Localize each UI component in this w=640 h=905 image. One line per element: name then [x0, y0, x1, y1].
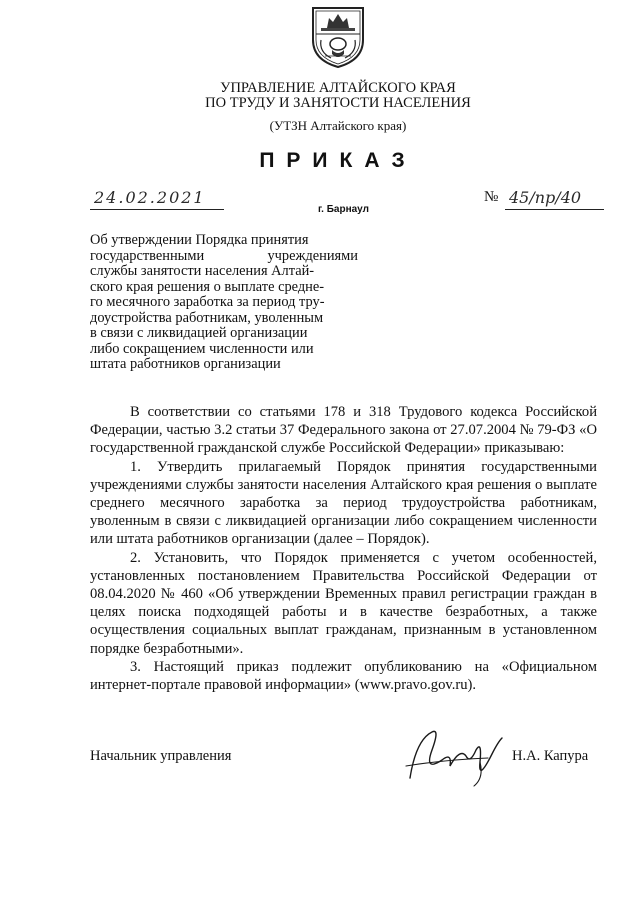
subject-line: службы занятости населения Алтай- [90, 263, 315, 279]
signer-position: Начальник управления [90, 748, 232, 764]
document-number: 45/пр/40 [505, 187, 604, 210]
document-city: г. Барнаул [318, 204, 369, 215]
signer-name: Н.А. Капура [512, 748, 589, 764]
order-subject [90, 233, 358, 373]
order-body [90, 403, 597, 694]
body-item-1: 1. Утвердить прилагаемый Порядок принятия государственными учреждениями службы занятости населения Алтайского края решения о выплате среднего месячного заработка за период трудоустройства работникам, уволенным в связи с ликвидацией организации либо сокращением численности или штата работников организации (далее – Порядок). [90, 458, 597, 548]
subject-line: Об утверждении Порядка принятия [90, 232, 309, 248]
subject-line: либо сокращением численности или [90, 340, 314, 357]
subject-line: доустройства работникам, уволенным [90, 309, 324, 326]
org-short-name: (УТЗН Алтайского края) [269, 118, 407, 133]
subject-line: государственными учреждениями [90, 247, 358, 264]
handwritten-signature [402, 720, 512, 790]
subject-line: штата работников организации [90, 356, 281, 372]
document-title: ПРИКАЗ [259, 149, 417, 172]
coat-of-arms-icon [307, 4, 369, 70]
org-name-line1: УПРАВЛЕНИЕ АЛТАЙСКОГО КРАЯ [220, 80, 456, 96]
body-item-3: 3. Настоящий приказ подлежит опубликованию на «Официальном интернет-портале правовой информации» (www.pravo.gov.ru). [90, 658, 597, 694]
body-item-2: 2. Установить, что Порядок применяется с учетом особенностей, установленных постановлением Правительства Российской Федерации от 08.04.2020 № 460 «Об утверждении Временных правил регистрации граждан в целях поиска подходящей работы и в качестве безработных, а также осуществления социальных выплат гражданам, признанным в установленном порядке безработными». [90, 549, 597, 657]
body-preamble: В соответствии со статьями 178 и 318 Трудового кодекса Российской Федерации, частью 3.2 статьи 37 Федерального закона от 27.07.2004 № 79-ФЗ «О государственной гражданской службе Российской Федерации» приказываю: [90, 404, 597, 457]
org-name-line2: ПО ТРУДУ И ЗАНЯТОСТИ НАСЕЛЕНИЯ [205, 95, 471, 111]
number-sign: № [484, 189, 499, 205]
subject-line: го месячного заработка за период тру- [90, 294, 325, 310]
subject-line: ского края решения о выплате средне- [90, 278, 325, 295]
subject-line: в связи с ликвидацией организации [90, 325, 308, 341]
document-date: 24.02.2021 [90, 187, 224, 210]
